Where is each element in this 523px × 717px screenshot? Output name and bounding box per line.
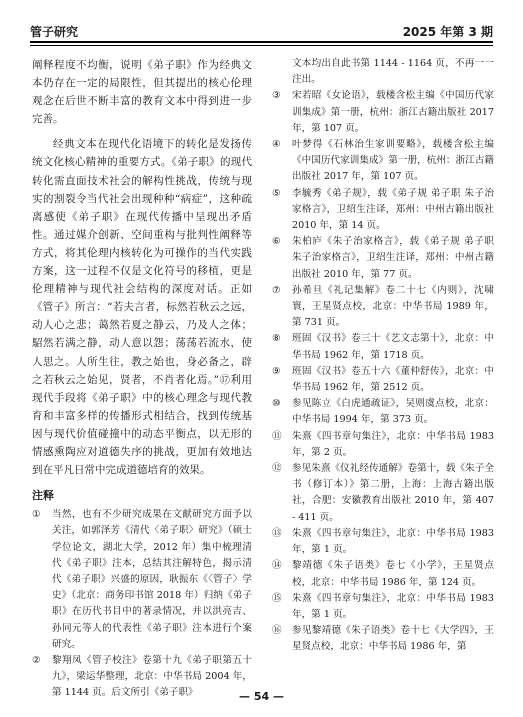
running-header: [30, 18, 493, 40]
note-item: [272, 558, 494, 590]
note-number: ③: [272, 90, 281, 102]
header-rule-thick: [30, 41, 493, 43]
note-text: 朱熹《四书章句集注》，北京：中华书局 1983 年，第 2 页。: [292, 430, 494, 458]
note-number: ⑪: [272, 430, 282, 442]
issue-label: 2025 年第 3 期: [402, 25, 493, 39]
note-item: [272, 526, 494, 558]
note-number: ⑨: [272, 365, 281, 377]
note-number: ⑦: [272, 284, 281, 296]
note-text: 黎翔凤《管子校注》卷第十九《弟子职第五十九》，梁运华整理，北京：中华书局 2004 年，第 1144 页。后文所引《弟子职》: [52, 654, 252, 699]
note-number: ⑥: [272, 236, 281, 248]
notes-heading: 注释: [32, 489, 54, 503]
note-text: 班固《汉书》卷五十六《董仲舒传》，北京：中华书局 1962 年，第 2512 页。: [292, 365, 494, 394]
note-number: ⑯: [272, 625, 282, 637]
note-item: [272, 331, 494, 363]
note-text: 参见黎靖德《朱子语类》卷十七《大学四》，王星贤点校，北京：中华书局 1986 年，第: [292, 625, 494, 653]
note-item: [272, 461, 494, 526]
note-number: ⑭: [272, 560, 282, 572]
note-text: 参见朱熹《仪礼经传通解》卷第十，载《朱子全书（修订本）》第二册，上海：上海古籍出版社，合肥：安徽教育出版社 2010 年，第 407 - 411 页。: [292, 463, 494, 523]
note-number: ⑮: [272, 592, 282, 604]
note-text: 参见陈立《白虎通疏证》，吴则虞点校，北京：中华书局 1994 年，第 373 页。: [292, 398, 494, 426]
body-paragraph-continued: 阐释程度不均衡，说明《弟子职》作为经典文本仍存在一定的局限性，但其提出的核心伦理观念在后世不断丰富的教育文本中得到进一步完善。: [32, 59, 252, 126]
note-number: ⑧: [272, 333, 281, 345]
journal-name: 管子研究: [30, 25, 79, 39]
right-column: [272, 56, 494, 656]
note-item: [272, 396, 494, 428]
note-item: [272, 623, 494, 655]
note-item: [272, 429, 494, 461]
note-number: [272, 56, 292, 88]
note-number: ⑫: [272, 463, 282, 475]
note-number: ⑬: [272, 527, 282, 539]
note-text: 班固《汉书》卷三十《艺文志第十》，北京：中华书局 1962 年，第 1718 页。: [292, 333, 494, 361]
note-text: 当然，也有不少研究成果在文献研究方面予以关注，如郭泽芳《清代〈弟子职〉研究》（硕士学位论文，湖北大学，2012 年）集中梳理清代《弟子职》注本，总结其注解特色，揭示清代《弟子职》兴盛的原因，耿振东《〈管子〉学史》（北京：商务印书馆 2018 年）归纳《弟子职》在历代书目中的著录情况，并以洪亮吉、孙同元等人的代表性《弟子职》注本进行个案研究。: [52, 509, 252, 650]
body-paragraph: 经典文本在现代化语境下的转化是发扬传统文化核心精神的重要方式。《弟子职》的现代转化需直面技术社会的解构性挑战，传统与现实的割裂令当代社会出现种种“病症”，这种疏离感使《弟子职》在现代传播中呈现出矛盾性。通过媒介创新、空间重构与批判性阐释等方式，将其伦理内核转化为可操作的当代实践方案，这一过程不仅是文化符号的移植，更是伦理精神与现代社会结构的深度对话。正如《管子》所言：“若夫言者，标然若秋云之远，动人心之悲；蔼然若夏之静云，乃及人之体；駋然若满之静，动人意以怨；荡荡若流水，使人思之。人所生往，教之始也，身必备之，辟之若秋云之始见，贤者，不肖者化焉。”⑰利用现代手段将《弟子职》中的核心理念与现代教育和丰富多样的传播形式相结合，找到传统基因与现代价值碰撞中的动态平衡点，以无形的情感熏陶应对道德失序的挑战，更加有效地达到在平凡日常中完成道德培育的效果。: [32, 138, 252, 477]
note-number: ⑩: [272, 398, 281, 410]
note-item: [272, 234, 494, 283]
note-number: ⑤: [272, 187, 281, 199]
note-item: [272, 137, 494, 186]
note-text: 文本均出自此书第 1144 - 1164 页，不再一一注出。: [292, 58, 494, 86]
note-text: 宋若昭《女论语》，载楼含松主编《中国历代家训集成》第一册，杭州：浙江古籍出版社 2017 年，第 107 页。: [292, 90, 494, 134]
note-item: [32, 507, 252, 653]
note-text: 李毓秀《弟子规》，载《弟子规 弟子职 朱子治家格言》，卫绍生注译，郑州：中州古籍出版社 2010 年，第 14 页。: [292, 187, 494, 232]
note-item: [272, 186, 494, 235]
note-number: ①: [32, 509, 41, 521]
left-column: [32, 56, 252, 702]
note-text: 黎靖德《朱子语类》卷七《小学》，王星贤点校，北京：中华书局 1986 年，第 124 页。: [292, 560, 494, 588]
note-text: 孙希旦《礼记集解》卷二十七《内则》，沈啸寰，王星贤点校，北京：中华书局 1989 年，第 731 页。: [292, 284, 494, 329]
note-number: ②: [32, 654, 41, 666]
note-item: [272, 56, 494, 88]
note-item: [272, 364, 494, 396]
header-rule-thin: [30, 45, 493, 46]
notes-list-left: [32, 507, 252, 701]
note-text: 朱柏庐《朱子治家格言》，载《弟子规 弟子职 朱子治家格言》，卫绍生注译，郑州：中州古籍出版社 2010 年，第 77 页。: [292, 236, 494, 280]
note-text: 叶梦得《石林治生家训要略》，载楼含松主编《中国历代家训集成》第一册，杭州：浙江古籍出版社 2017 年，第 107 页。: [292, 139, 494, 183]
note-item: [272, 88, 494, 137]
note-item: [272, 283, 494, 332]
page-number: — 54 —: [239, 690, 284, 703]
note-number: ④: [272, 139, 281, 151]
note-item: [272, 591, 494, 623]
note-text: 朱熹《四书章句集注》，北京：中华书局 1983 年，第 1 页。: [292, 592, 494, 620]
note-text: 朱熹《四书章句集注》，北京：中华书局 1983 年，第 1 页。: [292, 527, 494, 556]
